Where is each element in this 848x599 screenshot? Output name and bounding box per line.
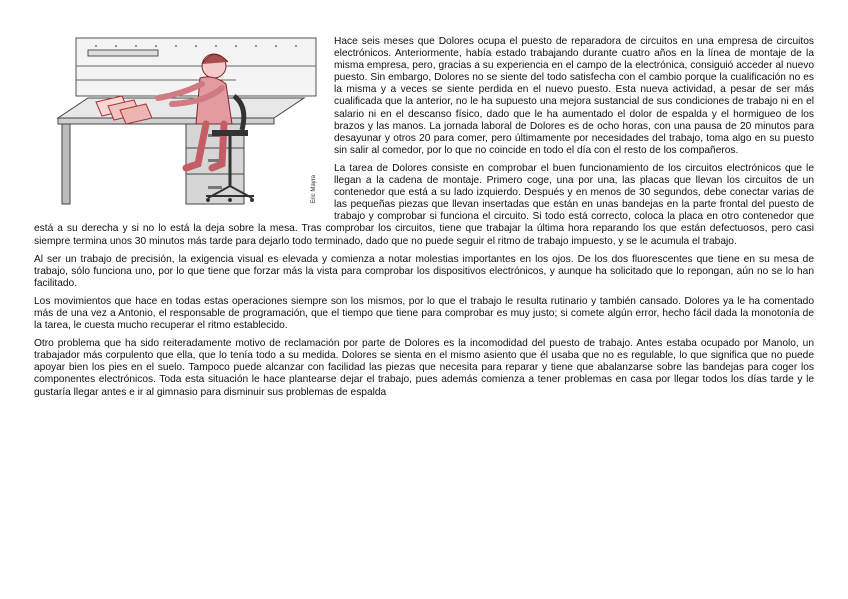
workbench-illustration [36, 36, 324, 212]
paragraph-4: Los movimientos que hace en todas estas operaciones siempre son los mismos, por lo que el trabajo le resulta rutinario y también cansado. Dolores ya le ha comentado más de una vez a Antonio, el responsable de programación, que el tiempo que tiene para comprobar es muy justo; si comete algún error, hecho fácil dada la monotonía de la tarea, le cuesta mucho recuperar el ritmo establecido. [34, 295, 814, 332]
illustration-credit: Eric Mayra [310, 175, 317, 204]
document-body [34, 36, 814, 405]
paragraph-2: La tarea de Dolores consiste en comprobar el buen funcionamiento de los circuitos electrónicos que le llegan a la cadena de montaje. Primero coge, una por una, las placas que llevan los circuitos de un contenedor que está a su lado izquierdo. Después y en menos de 30 segundos, debe conectar varias de las pequeñas piezas que llevan insertadas que están en unas bandejas en la parte frontal del puesto de trabajo y comprobar si funciona el circuito. Si todo está correcto, coloca la placa en otro contenedor que está a su derecha y si no lo está la deja sobre la mesa. Tras comprobar los circuitos, tiene que trabajar la última hora reparando los que están defectuosos, pero casi siempre termina unos 30 minutos más tarde para dejarlo todo terminado, dado que no puede seguir el ritmo de trabajo impuesto, y se le acumula el trabajo. [34, 162, 814, 247]
paragraph-1: Hace seis meses que Dolores ocupa el puesto de reparadora de circuitos en una empresa de circuitos electrónicos. Anteriormente, había estado trabajando durante cuatro años en la línea de montaje de la misma empresa, pero, gracias a su experiencia en el campo de la electrónica, consiguió acceder al nuevo puesto. Sin embargo, Dolores no se siente del todo satisfecha con el cambio porque la cualificación no es la misma y a veces se siente perdida en el nuevo puesto. Esta nueva actividad, a pesar de ser más cualificada que la anterior, no le ha supuesto una mejora sustancial de sus condiciones de trabajo ni en el salario ni en el descanso físico, dado que le ha aumentado el dolor de espalda y el hormigueo de los brazos y las manos. La jornada laboral de Dolores es de ocho horas, con una pausa de 20 minutos para desayunar y otros 20 para comer, pero últimamente por necesidades del trabajo, toma algo en su puesto sin salir al comedor, por lo que no coincide en todo el día con el resto de los compañeros. [334, 36, 814, 156]
paragraph-3: Al ser un trabajo de precisión, la exigencia visual es elevada y comienza a notar molestias importantes en los ojos. De los dos fluorescentes que tiene en su mesa de trabajo, sólo funciona uno, por lo que tiene que forzar más la vista para comprobar los dispositivos electrónicos, y aunque ha solicitado que lo repongan, aún no se lo han facilitado. [34, 253, 814, 289]
workbench-drawing [36, 36, 324, 212]
paragraph-5: Otro problema que ha sido reiteradamente motivo de reclamación por parte de Dolores es la incomodidad del puesto de trabajo. Antes estaba ocupado por Manolo, un trabajador más corpulento que ella, que lo tenía todo a su medida. Dolores se sienta en el mismo asiento que él usaba que no es regulable, lo que significa que no puede apoyar bien los pies en el suelo. Tampoco puede alcanzar con facilidad las piezas que necesita para reparar y tiene que abalanzarse sobre las bandejas para coger los componentes electrónicos. Toda esta situación le hace plantearse dejar el trabajo, pues además comienza a tener problemas en casa por llegar todos los días tarde y le gustaría llegar antes e ir al gimnasio para disminuir sus problemas de espalda [34, 338, 814, 398]
